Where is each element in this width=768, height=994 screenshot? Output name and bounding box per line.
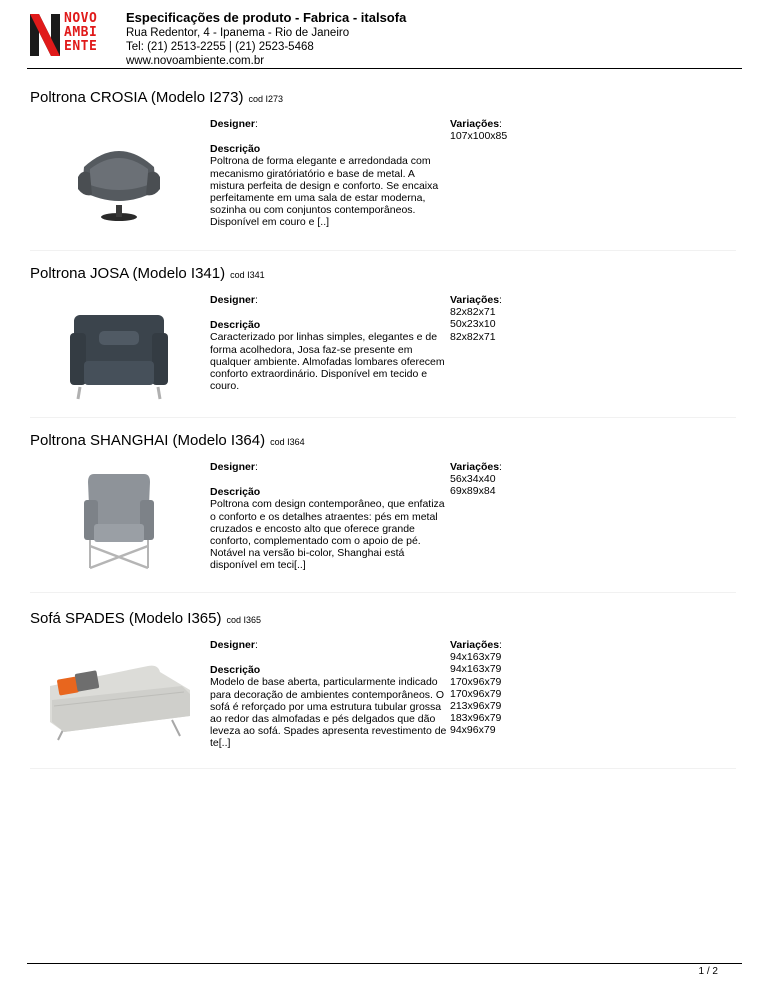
logo-line: AMBI bbox=[64, 25, 98, 40]
page-header bbox=[30, 8, 736, 68]
store-address: Rua Redentor, 4 - Ipanema - Rio de Janeiro bbox=[126, 27, 350, 39]
designer-label: Designer bbox=[210, 639, 255, 651]
variation-item: 170x96x79 bbox=[450, 675, 502, 688]
product-code: cod I341 bbox=[230, 270, 265, 280]
designer-label: Designer bbox=[210, 461, 255, 473]
footer-divider bbox=[27, 963, 742, 964]
designer-label: Designer bbox=[210, 294, 255, 306]
product-info bbox=[210, 461, 448, 572]
variation-item: 94x96x79 bbox=[450, 724, 496, 737]
header-divider bbox=[27, 68, 742, 69]
product-separator bbox=[30, 250, 736, 251]
designer-label: Designer bbox=[210, 118, 255, 130]
variation-item: 69x89x84 bbox=[450, 485, 496, 498]
product-title bbox=[30, 89, 283, 107]
logo-line: NOVO bbox=[64, 11, 98, 26]
product-name[interactable]: Sofá SPADES (Modelo I365) bbox=[30, 610, 222, 627]
description-label: Descrição bbox=[210, 664, 261, 677]
description-label: Descrição bbox=[210, 319, 261, 332]
designer-row: Designer: bbox=[210, 639, 258, 651]
product-image-shanghai[interactable] bbox=[44, 472, 194, 572]
product-description: Poltrona de forma elegante e arredondada com mecanismo giratóriatório e base de metal. A mistura perfeita de design e conforto. Se encaixa perfeitamente em uma sala de estar moderna, sozinha ou com conjuntos contemporâneos. Disponível em couro e [..] bbox=[210, 155, 439, 229]
description-label: Descrição bbox=[210, 486, 261, 499]
variation-item: 50x23x10 bbox=[450, 318, 496, 331]
logo-line: ENTE bbox=[64, 39, 98, 54]
product-image-spades[interactable] bbox=[44, 650, 194, 750]
product-description: Modelo de base aberta, particularmente indicado para decoração de ambientes contemporâneos. O sofá é reforçado por uma estrutura tubular grossa ao redor das almofadas e pés delgados que dão leveza ao sofá. Spades apresenta revestimento de te[..] bbox=[210, 676, 447, 750]
product-title bbox=[30, 432, 305, 450]
product-description: Poltrona com design contemporâneo, que enfatiza o conforto e os detalhes atraentes: pés em metal cruzados e encosto alto que oferece grande conforto, complementado com o apoio de pé. Notável na versão bi-color, Shanghai está disponível em teci[..] bbox=[210, 498, 445, 572]
logo-wordmark bbox=[64, 12, 97, 54]
variation-item: 82x82x71 bbox=[450, 330, 496, 343]
variations-label: Variações bbox=[450, 294, 500, 306]
novo-ambiente-logo bbox=[30, 12, 104, 60]
variation-item: 183x96x79 bbox=[450, 712, 502, 725]
product-name[interactable]: Poltrona SHANGHAI (Modelo I364) bbox=[30, 432, 266, 449]
product-image-josa[interactable] bbox=[44, 305, 194, 405]
designer-row: Designer: bbox=[210, 118, 258, 130]
product-name[interactable]: Poltrona JOSA (Modelo I341) bbox=[30, 265, 226, 282]
product-description: Caracterizado por linhas simples, elegantes e de forma acolhedora, Josa faz-se presente em qualquer ambiente. Almofadas lombares oferecem conforto extraordinário. Disponível em tecido e couro. bbox=[210, 331, 445, 393]
product-variations: Variações: 56x34x40 69x89x84 bbox=[450, 461, 502, 498]
logo-n-mark-icon bbox=[30, 14, 60, 56]
product-separator bbox=[30, 592, 736, 593]
description-label: Descrição bbox=[210, 143, 261, 156]
product-info bbox=[210, 639, 448, 750]
product-title bbox=[30, 265, 265, 283]
variations-label: Variações bbox=[450, 118, 500, 130]
product-info bbox=[210, 118, 448, 229]
variations-label: Variações bbox=[450, 639, 500, 651]
product-info bbox=[210, 294, 448, 392]
product-image-crosia[interactable] bbox=[44, 129, 194, 229]
product-variations: Variações: 82x82x71 50x23x10 82x82x71 bbox=[450, 294, 502, 343]
product-code: cod I273 bbox=[248, 94, 283, 104]
variation-item: 94x163x79 bbox=[450, 651, 502, 664]
product-variations: Variações: 94x163x79 94x163x79 170x96x79 170x96x79 213x96x79 183x96x79 94x96x79 bbox=[450, 639, 502, 737]
product-name[interactable]: Poltrona CROSIA (Modelo I273) bbox=[30, 89, 244, 106]
product-code: cod I365 bbox=[226, 615, 262, 625]
product-separator bbox=[30, 417, 736, 418]
product-variations: Variações: 107x100x85 bbox=[450, 118, 508, 143]
page-number: 1 / 2 bbox=[698, 966, 718, 977]
store-website[interactable]: www.novoambiente.com.br bbox=[126, 55, 265, 67]
variation-item: 56x34x40 bbox=[450, 473, 496, 486]
product-code: cod I364 bbox=[270, 437, 305, 447]
variations-label: Variações bbox=[450, 461, 500, 473]
store-phone: Tel: (21) 2513-2255 | (21) 2523-5468 bbox=[126, 41, 314, 53]
variation-item: 82x82x71 bbox=[450, 306, 496, 319]
variation-item: 94x163x79 bbox=[450, 663, 502, 676]
variation-item: 170x96x79 bbox=[450, 687, 502, 700]
variation-item: 213x96x79 bbox=[450, 700, 502, 713]
variation-item: 107x100x85 bbox=[450, 130, 508, 143]
designer-row: Designer: bbox=[210, 294, 258, 306]
header-text bbox=[126, 10, 406, 68]
designer-row: Designer: bbox=[210, 461, 258, 473]
product-separator bbox=[30, 768, 736, 769]
product-title bbox=[30, 610, 261, 628]
document-title: Especificações de produto - Fabrica - italsofa bbox=[126, 10, 407, 25]
